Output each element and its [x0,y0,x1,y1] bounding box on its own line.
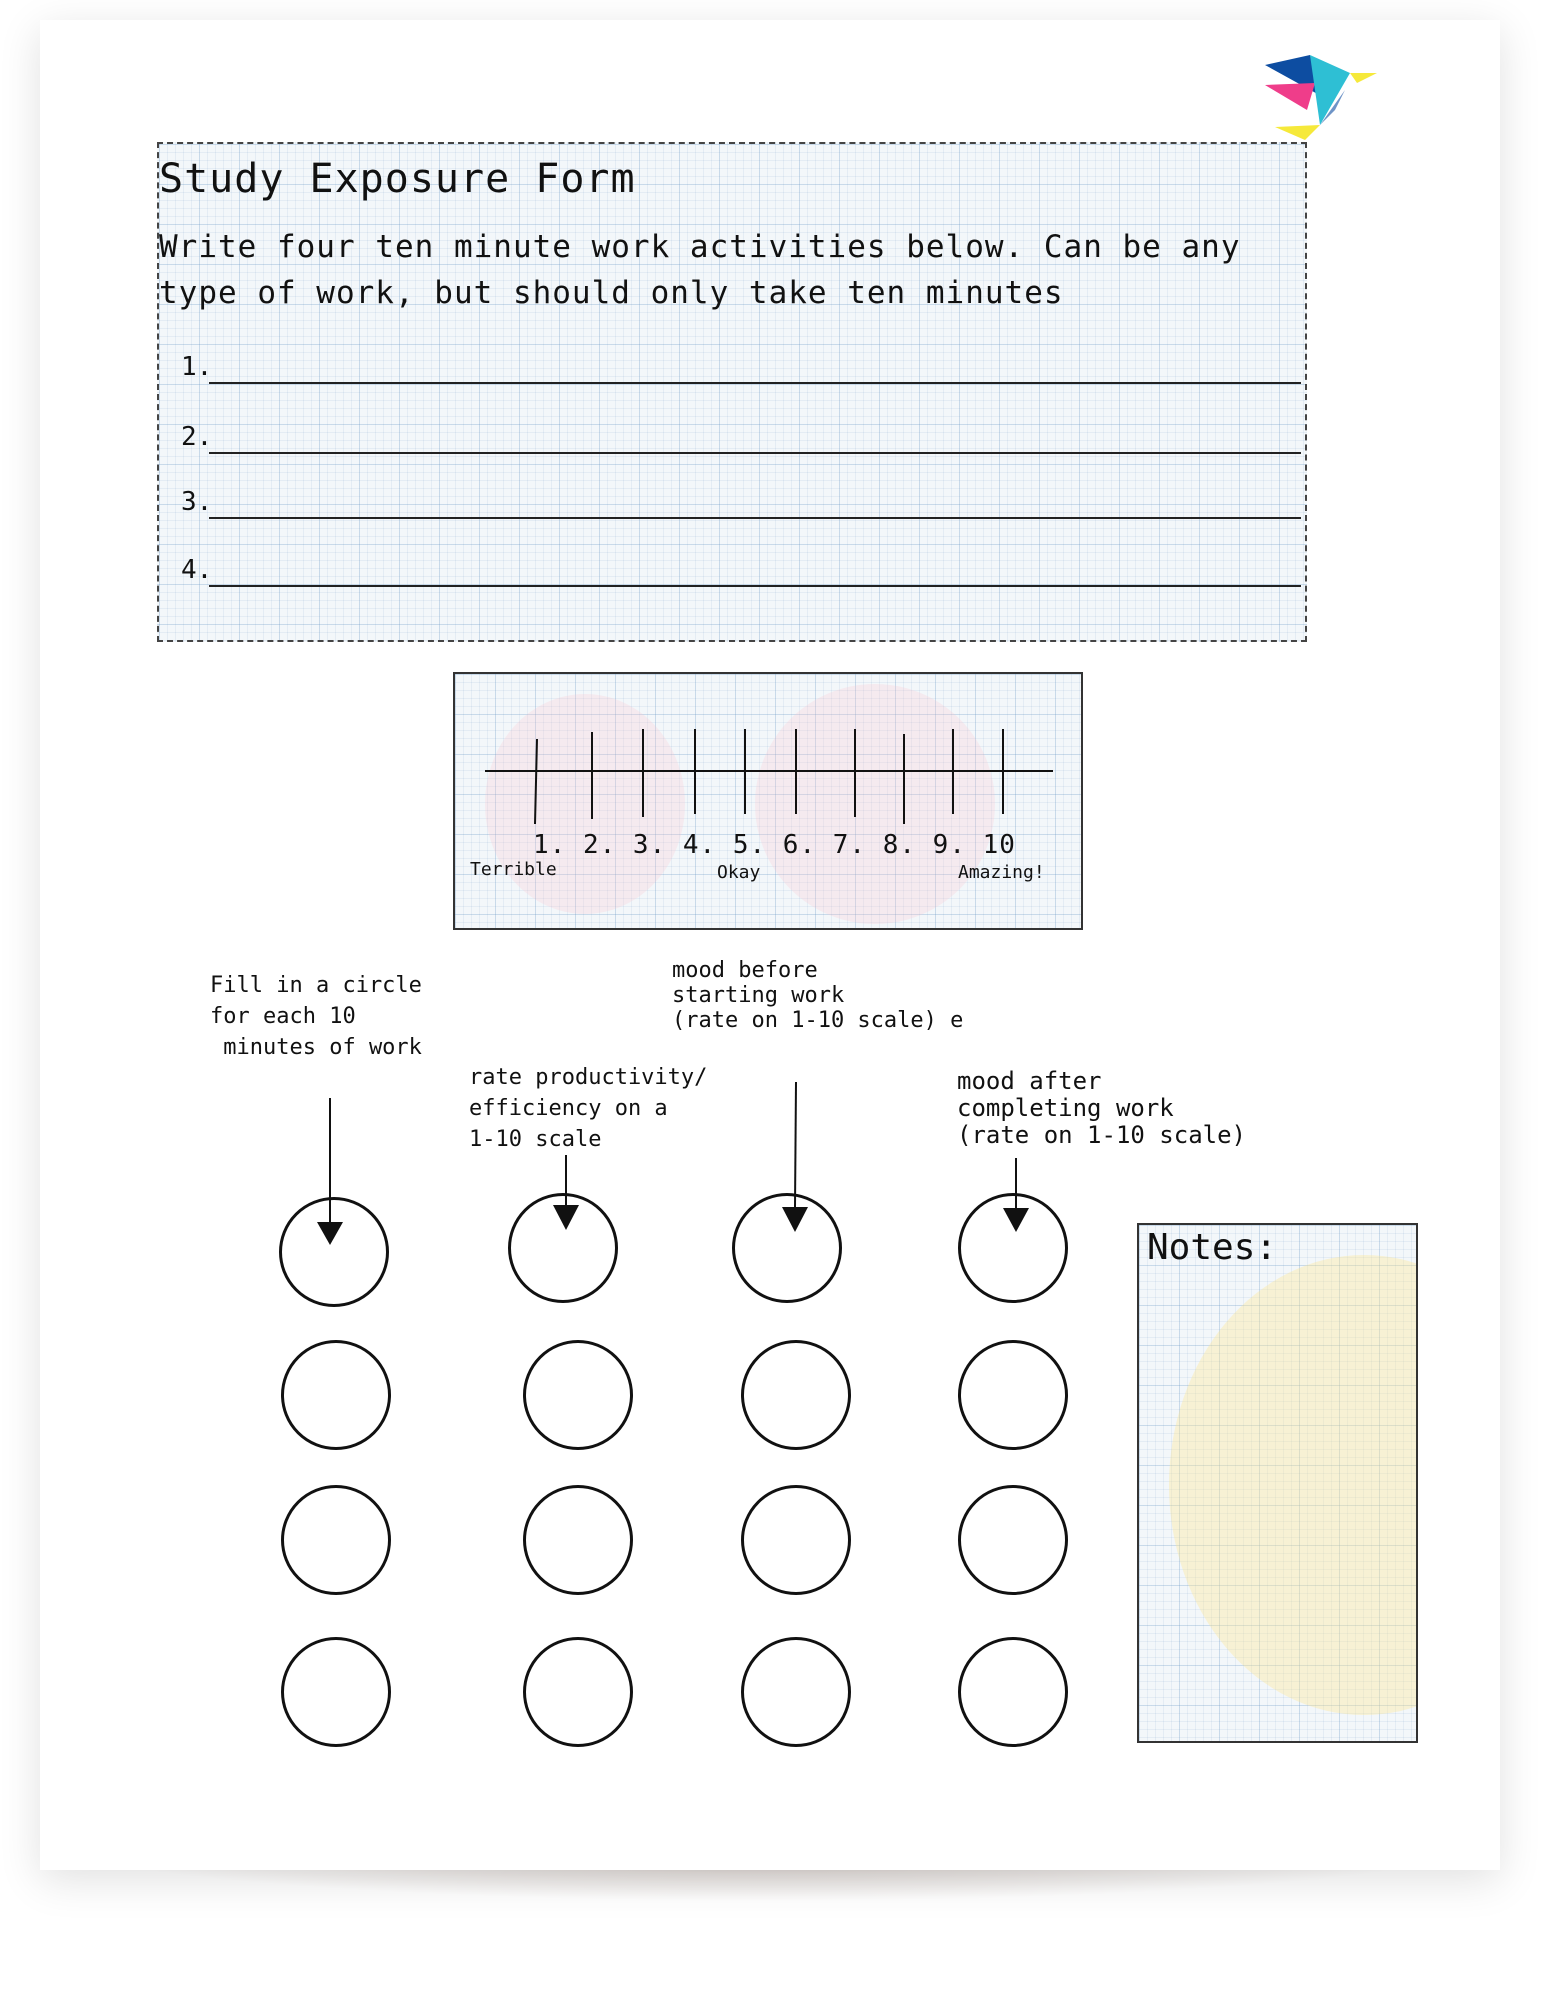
scale-mid-label: Okay [717,862,761,883]
mood-after-circle-c4-r1[interactable] [958,1193,1068,1303]
productivity-circle-c2-r2[interactable] [523,1340,633,1450]
mood-before-circle-c3-r4[interactable] [741,1637,851,1747]
mood-before-circle-c3-r2[interactable] [741,1340,851,1450]
mood-after-circle-c4-r4[interactable] [958,1637,1068,1747]
notes-title: Notes: [1147,1227,1278,1268]
mood-after-circle-c4-r3[interactable] [958,1485,1068,1595]
decorative-blob [1169,1255,1418,1715]
activity-number: 2. [181,422,213,452]
notes-section[interactable] [1137,1223,1418,1743]
scale-high-label: Amazing! [958,862,1045,883]
mood-before-instructions: mood before starting work (rate on 1-10 scale) e [672,958,964,1033]
fill-circle-instructions: Fill in a circle for each 10 minutes of work [210,973,422,1060]
productivity-instructions: rate productivity/ efficiency on a 1-10 scale [469,1065,708,1152]
form-title: Study Exposure Form [159,156,636,202]
activity-number: 3. [181,487,213,517]
mood-before-circle-c3-r1[interactable] [732,1193,842,1303]
productivity-circle-c2-r3[interactable] [523,1485,633,1595]
time-circle-c1-r2[interactable] [281,1340,391,1450]
time-circle-c1-r3[interactable] [281,1485,391,1595]
productivity-circle-c2-r1[interactable] [508,1193,618,1303]
instructions-text: Write four ten minute work activities below. Can be any type of work, but should only take ten minutes [159,229,1241,311]
productivity-circle-c2-r4[interactable] [523,1637,633,1747]
scale-low-label: Terrible [470,859,557,880]
activity-number: 4. [181,555,213,585]
time-circle-c1-r1[interactable] [279,1197,389,1307]
mood-after-circle-c4-r2[interactable] [958,1340,1068,1450]
time-circle-c1-r4[interactable] [281,1637,391,1747]
activity-number: 1. [181,352,213,382]
mood-before-circle-c3-r3[interactable] [741,1485,851,1595]
mood-after-instructions: mood after completing work (rate on 1-10 scale) [957,1067,1246,1149]
scale-numbers: 1. 2. 3. 4. 5. 6. 7. 8. 9. 10 [533,830,1016,860]
